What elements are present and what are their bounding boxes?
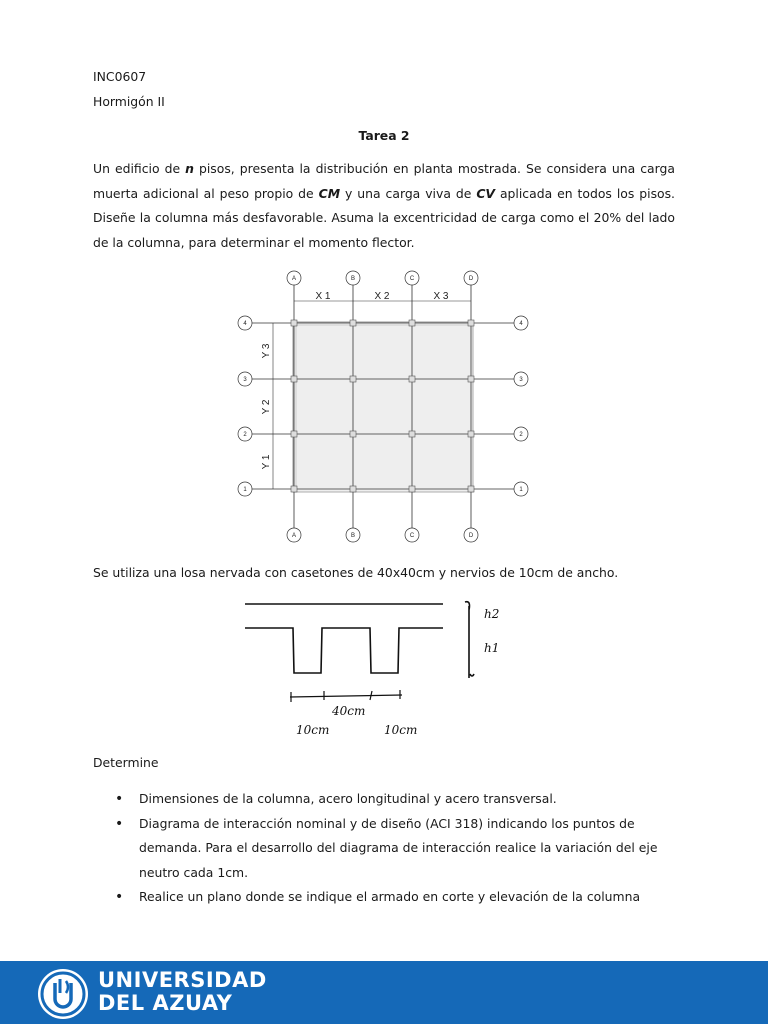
slab-description: Se utiliza una losa nervada con casetones de 40x40cm y nervios de 10cm de ancho. — [93, 565, 619, 580]
span-label-x: X 2 — [374, 291, 390, 302]
determine-heading: Determine — [93, 755, 159, 770]
university-line-1: UNIVERSIDAD — [98, 968, 267, 992]
course-name: Hormigón II — [93, 94, 165, 109]
axis-label-top: C — [409, 276, 415, 282]
floor-plan-diagram — [235, 268, 535, 548]
label-h2: h2 — [484, 607, 500, 621]
university-name — [98, 969, 267, 1015]
axis-label-right: 3 — [519, 377, 523, 383]
list-item: • Realice un plano donde se indique el armado en corte y elevación de la columna — [93, 885, 675, 910]
list-item: • Dimensiones de la columna, acero longitudinal y acero transversal. — [93, 787, 675, 812]
axis-label-bottom: C — [409, 533, 415, 539]
var-cv: CV — [476, 185, 496, 201]
axis-label-top: D — [468, 276, 474, 282]
list-item: • Diagrama de interacción nominal y de diseño (ACI 318) indicando los puntos de demanda. Para el desarrollo del diagrama de interacción realice la variación del eje neutro cada 1cm. — [93, 812, 675, 886]
axis-label-left: 3 — [243, 377, 247, 383]
span-label-x: X 3 — [433, 291, 449, 302]
axis-label-left: 4 — [243, 321, 247, 327]
requirements-list — [93, 787, 675, 910]
axis-label-top: A — [291, 276, 297, 282]
span-label-y: Y 1 — [261, 454, 272, 470]
axis-label-bottom: D — [468, 533, 474, 539]
axis-label-top: B — [350, 276, 356, 282]
label-rib-left: 10cm — [296, 723, 330, 737]
axis-label-bottom: A — [291, 533, 297, 539]
label-rib-right: 10cm — [384, 723, 418, 737]
course-code: INC0607 — [93, 69, 147, 84]
span-label-x: X 1 — [315, 291, 331, 302]
axis-label-right: 2 — [519, 432, 523, 438]
intro-paragraph: Un edificio de n pisos, presenta la distribución en planta mostrada. Se considera una carga muerta adicional al peso propio de CM y una carga viva de CV aplicada en todos los pisos. Diseñe la columna más desfavorable. Asuma la excentricidad de carga como el 20% del lado de la columna, para determinar el momento flector. — [93, 161, 675, 250]
slab-section-outline — [245, 602, 474, 702]
slab-section-diagram — [240, 594, 510, 739]
label-h1: h1 — [484, 641, 500, 655]
footer-band — [0, 961, 768, 1024]
university-line-2: DEL AZUAY — [98, 991, 233, 1015]
assignment-title: Tarea 2 — [358, 128, 410, 143]
span-label-y: Y 3 — [261, 343, 272, 359]
span-label-y: Y 2 — [261, 399, 272, 415]
label-casetone-width: 40cm — [332, 704, 366, 718]
slab-area — [293, 322, 473, 492]
axis-label-left: 1 — [243, 487, 247, 493]
university-logo-icon — [36, 967, 90, 1021]
var-cm: CM — [318, 185, 341, 201]
var-n: n — [185, 161, 194, 176]
axis-label-bottom: B — [350, 533, 356, 539]
axis-label-right: 4 — [519, 321, 523, 327]
axis-label-left: 2 — [243, 432, 247, 438]
axis-label-right: 1 — [519, 487, 523, 493]
